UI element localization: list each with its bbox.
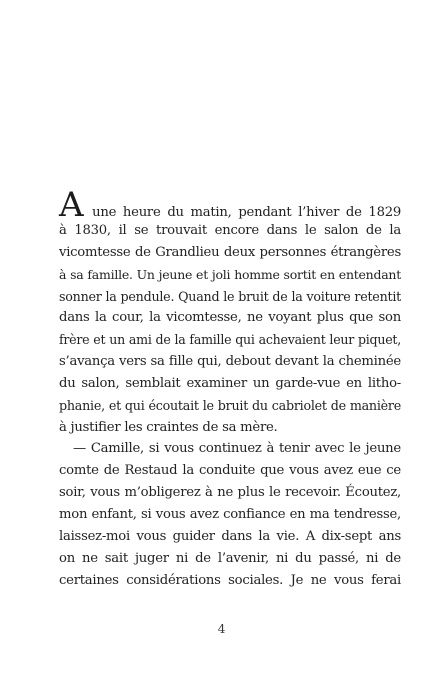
text-line-12: — Camille, si vous continuez à tenir avec le jeune bbox=[73, 441, 401, 457]
text-line-15: mon enfant, si vous avez confiance en ma tendresse, bbox=[59, 506, 401, 522]
text-line-11: à justifier les craintes de sa mère. bbox=[59, 419, 278, 435]
text-line-13: comte de Restaud la conduite que vous avez eue ce bbox=[59, 463, 401, 479]
text-line-17: on ne sait juger ni de l’avenir, ni du passé, ni de bbox=[59, 550, 401, 566]
text-line-5: sonner la pendule. Quand le bruit de la voiture retentit bbox=[59, 288, 401, 304]
text-line-4: à sa famille. Un jeune et joli homme sortit en entendant bbox=[59, 266, 401, 282]
text-line-18: certaines considérations sociales. Je ne vous ferai bbox=[59, 572, 401, 588]
text-line-9: du salon, semblait examiner un garde-vue en litho- bbox=[59, 375, 401, 391]
body-text bbox=[59, 184, 401, 591]
drop-cap: A bbox=[59, 185, 84, 225]
text-line-6: dans la cour, la vicomtesse, ne voyant plus que son bbox=[59, 310, 401, 326]
text-line-2: à 1830, il se trouvait encore dans le salon de la bbox=[59, 223, 401, 238]
text-line-10: phanie, et qui écoutait le bruit du cabriolet de manière bbox=[59, 397, 401, 413]
text-line-1 bbox=[59, 184, 401, 225]
text-line-14: soir, vous m’obligerez à ne plus le recevoir. Écoutez, bbox=[59, 485, 401, 501]
page-number: 4 bbox=[217, 622, 226, 636]
text-line-16: laissez-moi vous guider dans la vie. A dix-sept ans bbox=[59, 528, 401, 544]
text-line-7: frère et un ami de la famille qui achevaient leur piquet, bbox=[59, 332, 401, 348]
text-line-3: vicomtesse de Grandlieu deux personnes étrangères bbox=[59, 244, 401, 260]
line-text: une heure du matin, pendant l’hiver de 1829 bbox=[85, 205, 401, 220]
text-line-8: s’avança vers sa fille qui, debout devant la cheminée bbox=[59, 354, 401, 370]
